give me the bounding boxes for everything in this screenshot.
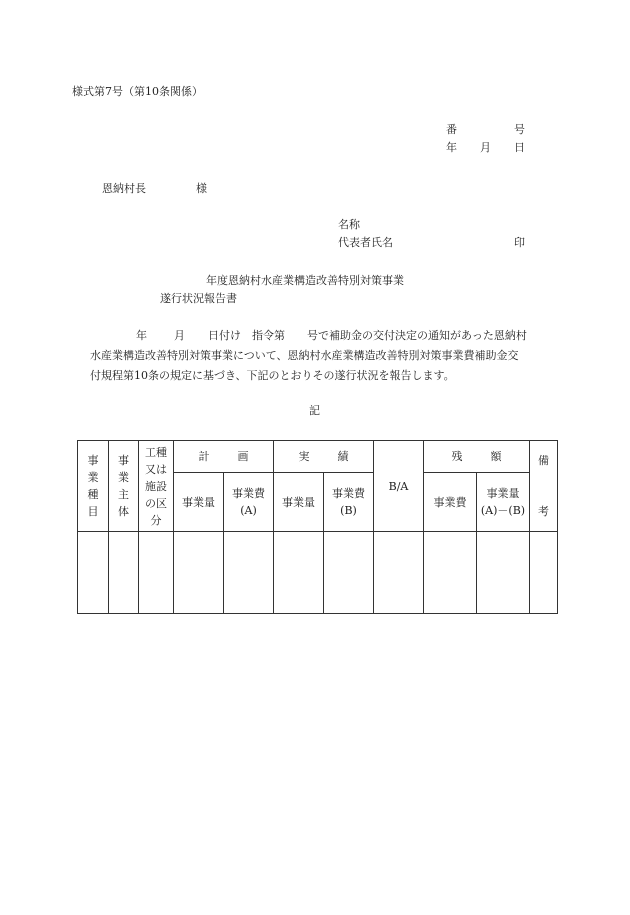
cell-ba[interactable] (374, 532, 424, 614)
ki-heading: 記 (309, 404, 320, 417)
header-biko: 備 考 (530, 441, 558, 532)
sub-jigyoryo-ab: 事業量 (A)－(B) (477, 473, 530, 532)
cell-jigyo-shumoku[interactable] (78, 532, 109, 614)
applicant-name-label: 名称 (338, 218, 360, 231)
header-jigyo-shumoku: 事業種目 (78, 441, 109, 532)
sub-jigyohi-remain: 事業費 (424, 473, 477, 532)
header-zangaku: 残 額 (424, 441, 530, 473)
header-jigyo-shutai: 事業主体 (109, 441, 139, 532)
addressee-name: 恩納村長 (102, 182, 146, 195)
header-jisseki: 実 績 (274, 441, 374, 473)
date-year-label: 年 (446, 141, 457, 154)
cell-actual-jigyoryo[interactable] (274, 532, 324, 614)
sub-jigyohi-a: 事業費 (A) (224, 473, 274, 532)
addressee-honorific: 様 (196, 182, 207, 195)
report-title-line1: 年度恩納村水産業構造改善特別対策事業 (206, 274, 404, 287)
number-suffix: 号 (514, 123, 525, 136)
cell-remain-jigyoryo[interactable] (477, 532, 530, 614)
header-kosyu: 工種 又は 施設 の区 分 (139, 441, 174, 532)
sub-jigyohi-b: 事業費 (B) (324, 473, 374, 532)
seal-mark: 印 (514, 236, 525, 249)
body-month-label: 月 (174, 329, 185, 342)
date-day-label: 日 (514, 141, 525, 154)
cell-plan-jigyohi[interactable] (224, 532, 274, 614)
number-label: 番 (446, 123, 457, 136)
table-row (78, 532, 558, 614)
cell-jigyo-shutai[interactable] (109, 532, 139, 614)
cell-actual-jigyohi[interactable] (324, 532, 374, 614)
body-line3: 付規程第10条の規定に基づき、下記のとおりその遂行状況を報告します。 (90, 369, 455, 382)
cell-biko[interactable] (530, 532, 558, 614)
applicant-rep-label: 代表者氏名 (338, 236, 393, 249)
report-title-line2: 遂行状況報告書 (160, 292, 237, 305)
header-keikaku: 計 画 (174, 441, 274, 473)
body-year-label: 年 (136, 329, 147, 342)
cell-plan-jigyoryo[interactable] (174, 532, 224, 614)
body-line2: 水産業構造改善特別対策事業について、恩納村水産業構造改善特別対策事業費補助金交 (90, 349, 519, 362)
date-month-label: 月 (480, 141, 491, 154)
report-table (77, 440, 558, 614)
cell-remain-jigyohi[interactable] (424, 532, 477, 614)
sub-jigyoryo-plan: 事業量 (174, 473, 224, 532)
header-ba: B/A (374, 441, 424, 532)
cell-kosyu[interactable] (139, 532, 174, 614)
form-number: 様式第7号（第10条関係） (72, 85, 203, 98)
body-line1: 日付け 指令第 号で補助金の交付決定の通知があった恩納村 (208, 329, 527, 342)
sub-jigyoryo-actual: 事業量 (274, 473, 324, 532)
